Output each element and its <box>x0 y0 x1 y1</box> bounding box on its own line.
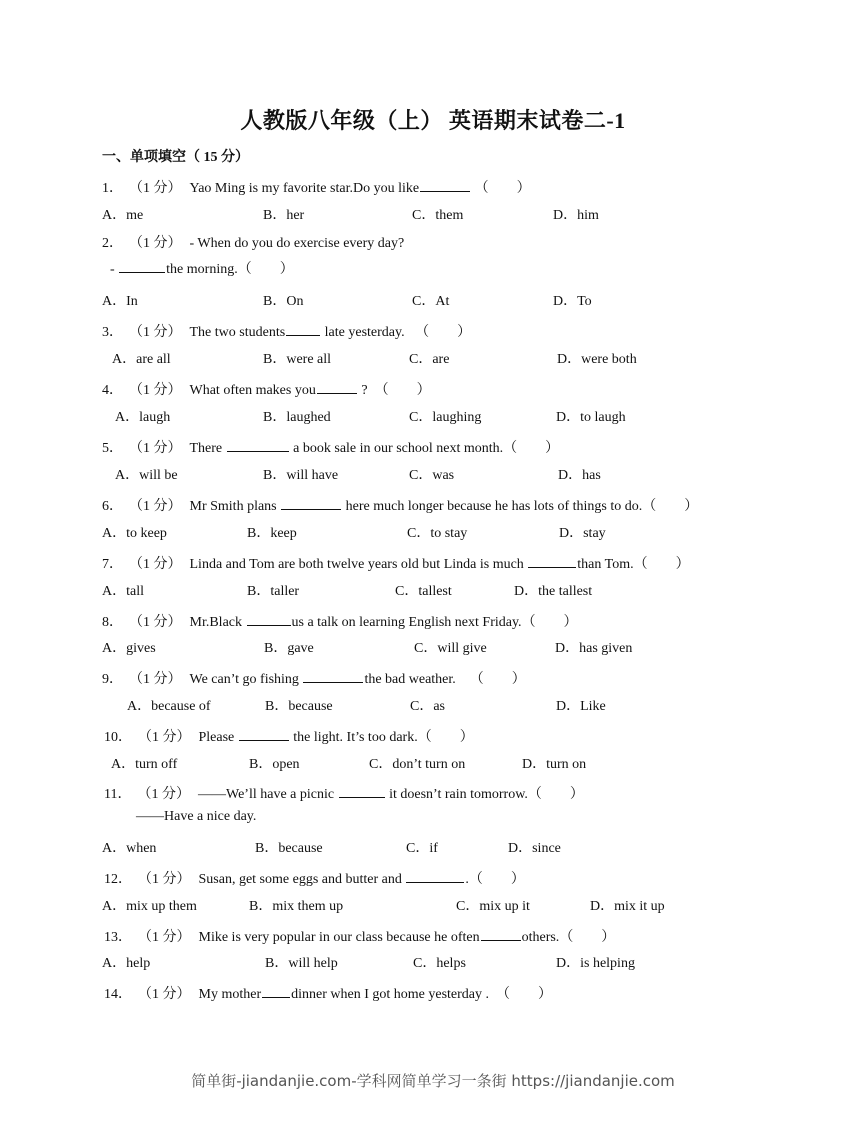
answer-blank <box>239 727 289 741</box>
option-d: D．stay <box>559 526 606 541</box>
answer-blank <box>406 869 464 883</box>
question-2 <box>102 235 404 253</box>
option-a: A．help <box>102 956 151 971</box>
option-c: C．as <box>410 699 445 714</box>
question-text: dinner when I got home yesterday . <box>291 987 489 1002</box>
question-text: Mr.Black <box>189 615 242 630</box>
option-a: A．turn off <box>111 757 178 772</box>
question-9 <box>102 669 526 689</box>
question-score: （1 分） <box>138 930 191 945</box>
question-number: 6． <box>102 499 123 514</box>
question-text: - When do you do exercise every day? <box>189 236 405 251</box>
option-a: A．to keep <box>102 526 167 541</box>
question-3 <box>102 322 471 342</box>
answer-paren: （ ） <box>417 730 474 745</box>
question-number: 3． <box>102 325 123 340</box>
question-6 <box>102 496 698 516</box>
question-number: 9． <box>102 672 123 687</box>
option-c: C．laughing <box>409 410 482 425</box>
question-number: 8． <box>102 615 123 630</box>
question-score: （1 分） <box>129 441 182 456</box>
footer-watermark: 简单街-jiandanjie.com-学科网简单学习一条街 https://jiandanjie.com <box>191 1072 675 1090</box>
question-12 <box>104 869 525 889</box>
question-number: 11． <box>104 787 132 802</box>
answer-paren: （ ） <box>468 872 525 887</box>
question-text: What often makes you <box>189 383 316 398</box>
question-5 <box>102 438 559 458</box>
question-score: （1 分） <box>129 181 182 196</box>
option-d: D．mix it up <box>590 899 665 914</box>
question-text: Please <box>198 730 235 745</box>
question-11-line2: ——Have a nice day. <box>136 809 257 824</box>
question-text: ——We’ll have a picnic <box>197 787 335 802</box>
option-c: C．tallest <box>395 584 452 599</box>
question-number: 10． <box>104 730 132 745</box>
answer-blank <box>227 438 289 452</box>
answer-blank <box>303 669 363 683</box>
question-text: it doesn’t rain tomorrow. <box>389 787 528 802</box>
option-a: A．tall <box>102 584 144 599</box>
option-a: A．laugh <box>115 410 171 425</box>
answer-paren: （ ） <box>527 787 584 802</box>
answer-blank <box>528 554 576 568</box>
option-d: D．has given <box>555 641 633 656</box>
option-c: C．are <box>409 352 450 367</box>
answer-paren: （ ） <box>474 181 531 196</box>
option-b: B．laughed <box>263 410 331 425</box>
question-score: （1 分） <box>129 325 182 340</box>
option-a: A．when <box>102 841 157 856</box>
question-text: here much longer because he has lots of things to do. <box>345 499 643 514</box>
answer-paren: （ ） <box>415 325 472 340</box>
question-text: a book sale in our school next month. <box>293 441 504 456</box>
question-text: . <box>465 872 469 887</box>
option-a: A．In <box>102 294 138 309</box>
option-a: A．gives <box>102 641 156 656</box>
answer-paren: （ ） <box>237 262 294 277</box>
option-b: B．because <box>255 841 323 856</box>
question-number: 5． <box>102 441 123 456</box>
question-text: My mother <box>198 987 262 1002</box>
question-score: （1 分） <box>129 383 182 398</box>
answer-paren: （ ） <box>633 557 690 572</box>
question-10 <box>104 727 474 747</box>
option-d: D．Like <box>556 699 606 714</box>
option-b: B．open <box>249 757 300 772</box>
question-score: （1 分） <box>138 872 191 887</box>
question-7 <box>102 554 690 574</box>
question-text: late yesterday. <box>324 325 405 340</box>
question-text: Mr Smith plans <box>189 499 277 514</box>
question-2-line2 <box>110 259 294 279</box>
question-text: than Tom. <box>577 557 634 572</box>
question-score: （1 分） <box>129 236 182 251</box>
option-c: C．mix up it <box>456 899 530 914</box>
question-4 <box>102 380 431 400</box>
option-a: A．me <box>102 208 144 223</box>
option-b: B．will help <box>265 956 338 971</box>
page-title: 人教版八年级（上） 英语期末试卷二-1 <box>240 108 626 133</box>
question-8 <box>102 612 578 632</box>
option-c: C．At <box>412 294 450 309</box>
option-a: A．mix up them <box>102 899 197 914</box>
question-score: （1 分） <box>138 987 191 1002</box>
option-c: C．don’t turn on <box>369 757 466 772</box>
option-d: D．to laugh <box>556 410 626 425</box>
option-d: D．since <box>508 841 561 856</box>
option-a: A．because of <box>127 699 211 714</box>
answer-paren: （ ） <box>496 987 552 1002</box>
question-text: Susan, get some eggs and butter and <box>198 872 402 887</box>
question-text: ? <box>361 383 368 398</box>
option-d: D．turn on <box>522 757 587 772</box>
question-text: the morning. <box>166 262 238 277</box>
answer-blank <box>481 927 521 941</box>
question-score: （1 分） <box>129 499 182 514</box>
question-score: （1 分） <box>129 615 182 630</box>
option-c: C．will give <box>414 641 487 656</box>
question-score: （1 分） <box>129 672 182 687</box>
question-text: the light. It’s too dark. <box>293 730 418 745</box>
option-d: D．is helping <box>556 956 635 971</box>
question-text: There <box>189 441 223 456</box>
answer-blank <box>317 380 357 394</box>
option-b: B．taller <box>247 584 300 599</box>
option-b: B．her <box>263 208 305 223</box>
option-c: C．them <box>412 208 464 223</box>
question-text: the bad weather. <box>364 672 456 687</box>
answer-blank <box>339 784 385 798</box>
option-b: B．were all <box>263 352 332 367</box>
question-11 <box>104 784 584 804</box>
option-d: D．To <box>553 294 592 309</box>
answer-paren: （ ） <box>374 383 431 398</box>
dialog-dash: - <box>110 262 115 277</box>
question-number: 2． <box>102 236 123 251</box>
question-number: 13． <box>104 930 132 945</box>
option-b: B．On <box>263 294 304 309</box>
answer-blank <box>247 612 291 626</box>
answer-blank <box>281 496 341 510</box>
question-number: 12． <box>104 872 132 887</box>
option-a: A．are all <box>112 352 171 367</box>
option-a: A．will be <box>115 468 178 483</box>
option-b: B．will have <box>263 468 339 483</box>
question-text: us a talk on learning English next Friday. <box>291 615 522 630</box>
option-d: D．were both <box>557 352 637 367</box>
option-c: C．helps <box>413 956 466 971</box>
option-b: B．keep <box>247 526 297 541</box>
answer-paren: （ ） <box>503 441 560 456</box>
answer-blank <box>286 322 320 336</box>
question-14 <box>104 984 552 1004</box>
option-b: B．gave <box>264 641 314 656</box>
question-text: We can’t go fishing <box>189 672 299 687</box>
option-d: D．him <box>553 208 599 223</box>
question-number: 14． <box>104 987 132 1002</box>
answer-paren: （ ） <box>469 672 526 687</box>
option-d: D．has <box>558 468 601 483</box>
section-heading: 一、单项填空（ 15 分） <box>102 150 249 165</box>
question-13 <box>104 927 615 947</box>
option-b: B．because <box>265 699 333 714</box>
answer-blank <box>420 178 470 192</box>
option-b: B．mix them up <box>249 899 344 914</box>
question-score: （1 分） <box>129 557 182 572</box>
answer-paren: （ ） <box>521 615 578 630</box>
question-text: Yao Ming is my favorite star.Do you like <box>189 181 420 196</box>
question-1 <box>102 178 531 198</box>
question-number: 1． <box>102 181 123 196</box>
question-score: （1 分） <box>138 730 191 745</box>
answer-paren: （ ） <box>642 499 699 514</box>
question-number: 7． <box>102 557 123 572</box>
answer-blank <box>262 984 290 998</box>
answer-blank <box>119 259 165 273</box>
question-text: others. <box>521 930 560 945</box>
option-c: C．to stay <box>407 526 468 541</box>
option-d: D．the tallest <box>514 584 593 599</box>
question-text: The two students <box>189 325 286 340</box>
answer-paren: （ ） <box>559 930 616 945</box>
question-text: Mike is very popular in our class because he often <box>198 930 480 945</box>
option-c: C．if <box>406 841 438 856</box>
question-score: （1 分） <box>137 787 190 802</box>
option-c: C．was <box>409 468 455 483</box>
question-text: Linda and Tom are both twelve years old but Linda is much <box>189 557 524 572</box>
question-number: 4． <box>102 383 123 398</box>
